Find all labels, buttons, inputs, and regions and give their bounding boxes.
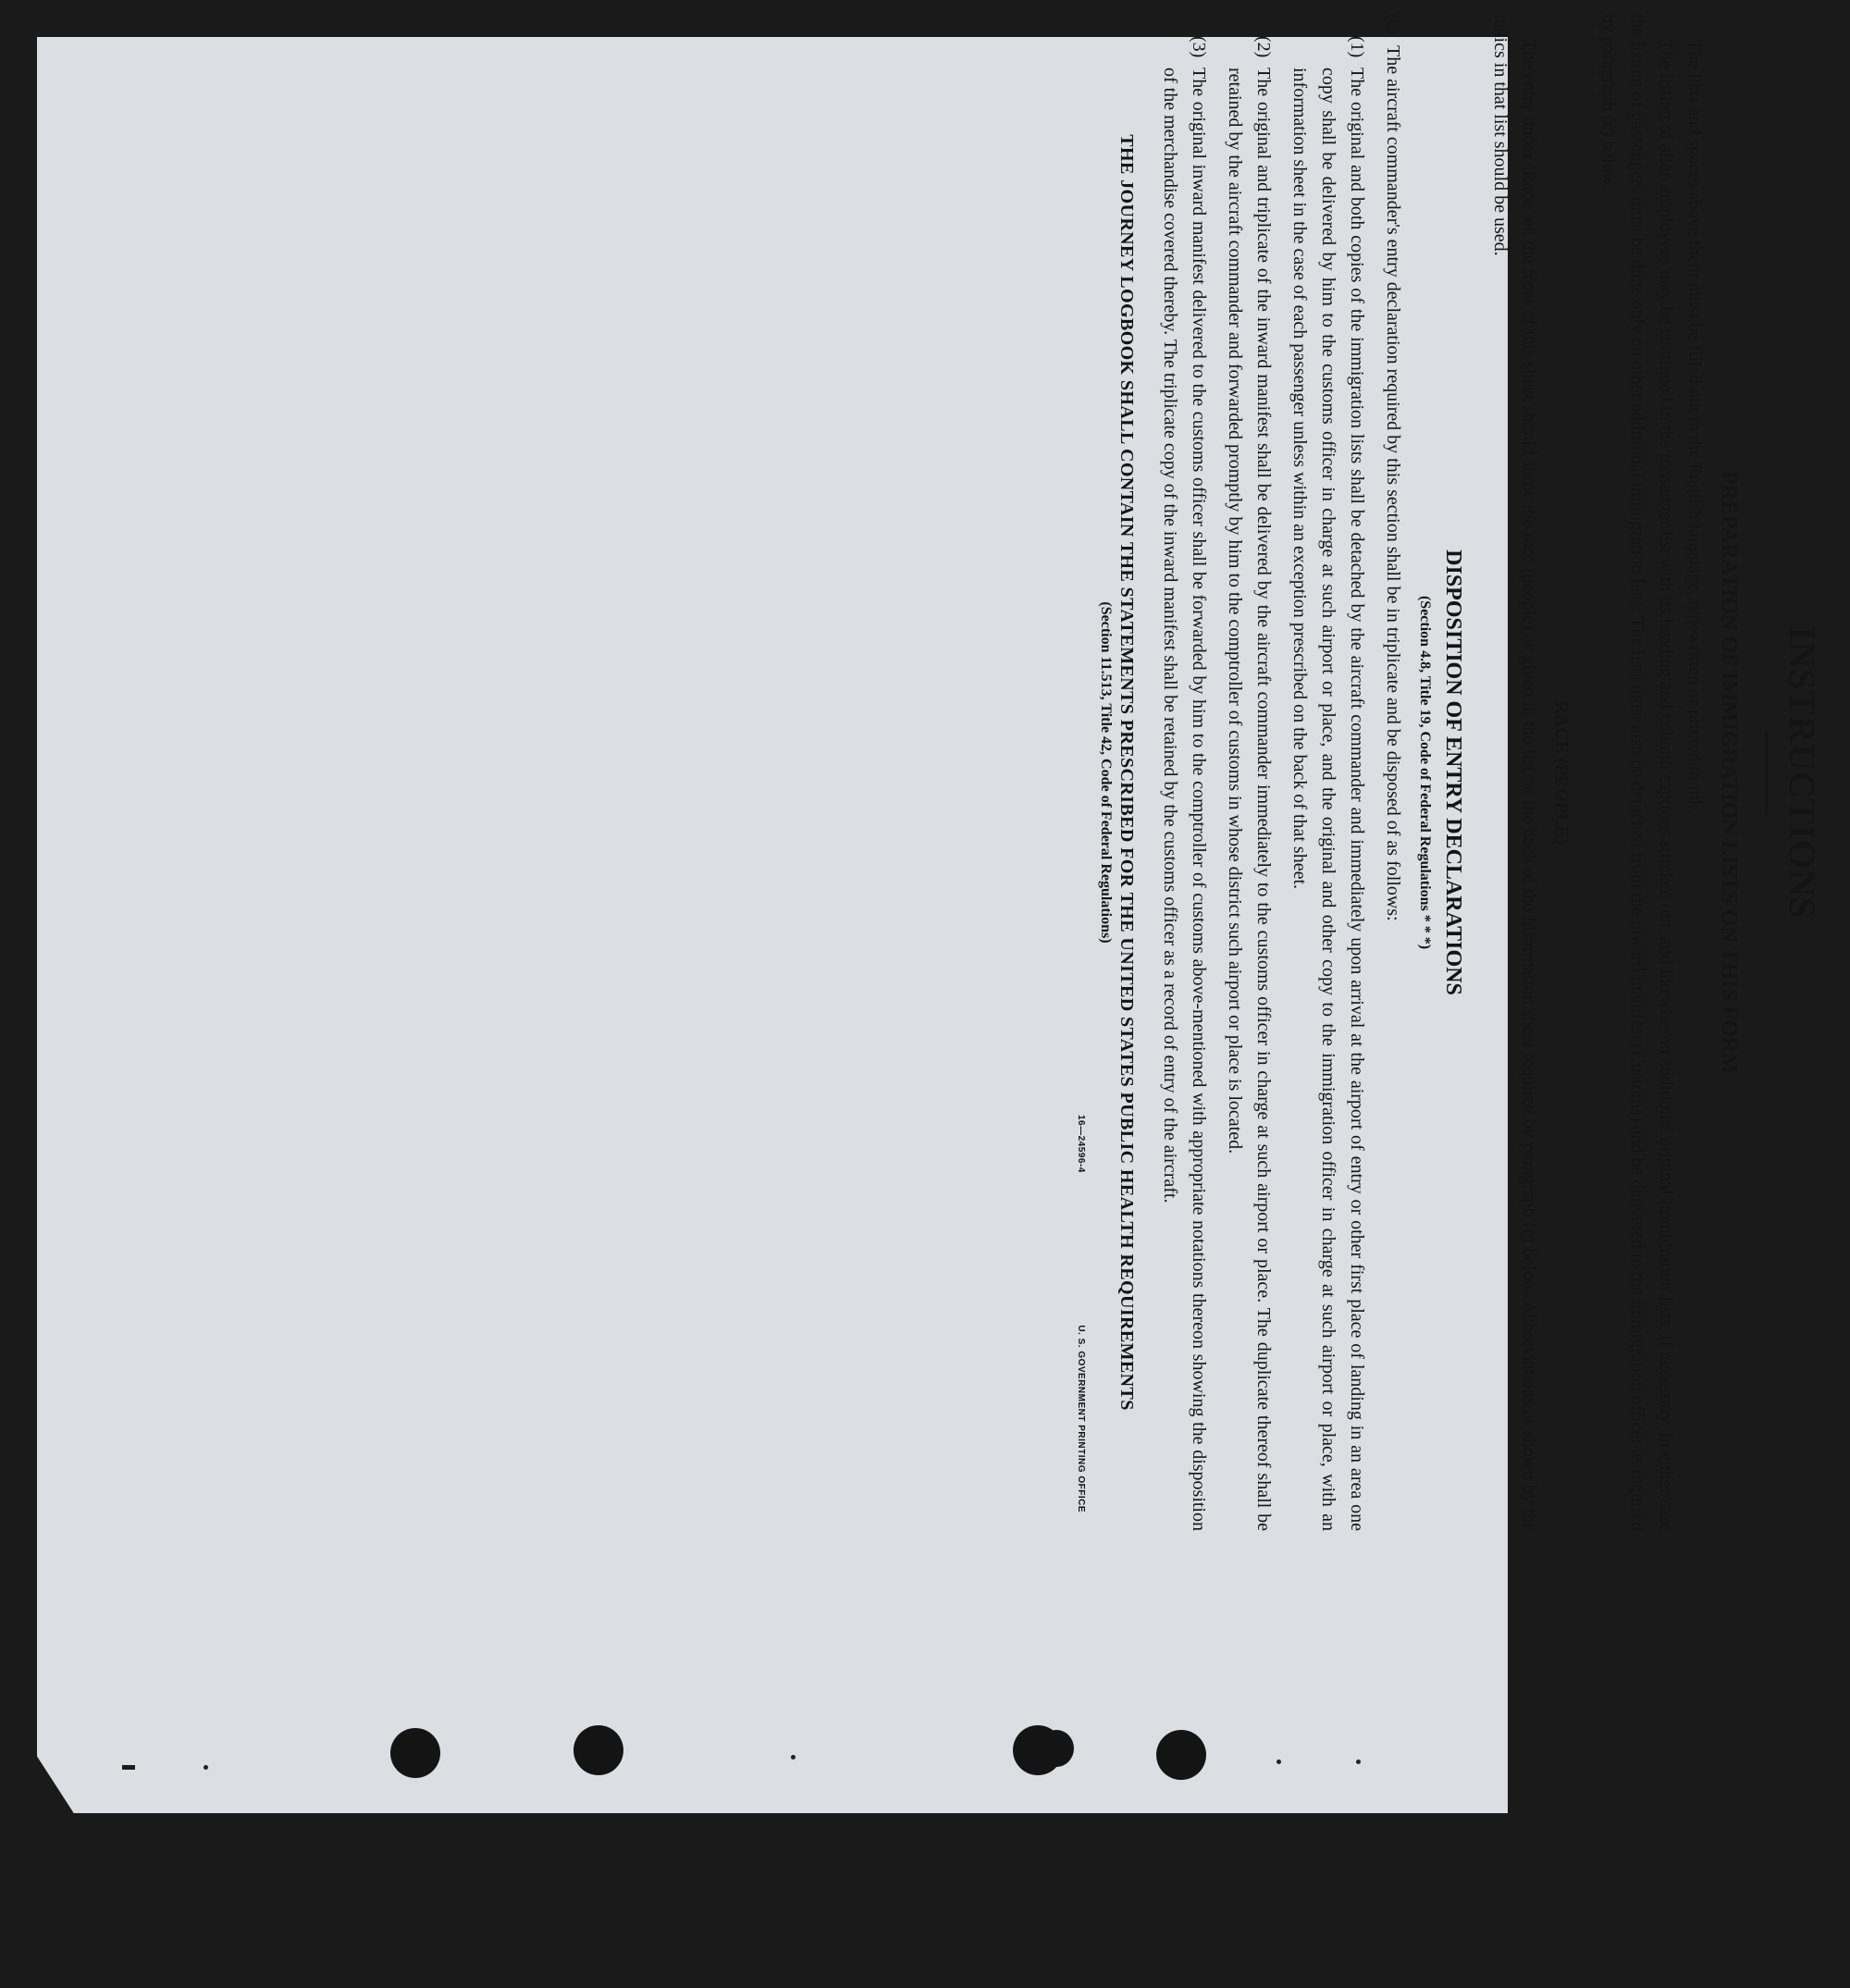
speck (791, 1755, 796, 1760)
item-number: (1) (1347, 36, 1367, 58)
item-text: The original and both copies of the immigration lists shall be detached by the aircraft commander and immediately upon arrival at the airport of entry or other first place of landing in an area one copy shall be delivered by him to the customs officer in charge at such airport or place, and the original and other copy to the immigration officer in charge at such airport or place, with an information sheet in the case of each passenger unless within an exception prescribed on the back of that sheet. (1289, 68, 1367, 1531)
list-item-2 (1220, 36, 1277, 1531)
item-text: The aircraft commander's entry declaration required by this section shall be in triplicate and be disposed of as follows: (1383, 45, 1403, 921)
paragraph-race: The entry under ‘Race’ on the front of this sheet should show the race (people) as given in the list on the back of the information sheet required by paragraph (c) below. Abbreviations as shown by the italics in that list should be used. (1490, 14, 1539, 1531)
paragraph-preparation-1: The lists and spaces above them must be filled out in the English language, typewritten or printed in ink. (1684, 40, 1705, 814)
section-heading-preparation: PREPARATION OF IMMIGRATION LISTS ON THIS FORM (1717, 470, 1741, 1075)
punch-hole (1156, 1730, 1206, 1780)
list-item-1 (1285, 36, 1371, 1531)
speck (204, 1765, 208, 1770)
item-number: (3) (1189, 36, 1209, 58)
section-heading-race: RACE (PEOPLE) (1551, 700, 1572, 845)
health-requirements-statement: THE JOURNEY LOGBOOK SHALL CONTAIN THE STATEMENTS PRESCRIBED FOR THE UNITED STATES PUBLIC HEALTH REQUIREMENTS (1116, 134, 1137, 1411)
edge-mark (122, 1765, 135, 1770)
item-number: (c) (1383, 14, 1403, 35)
list-item-3 (1155, 36, 1213, 1531)
item-number: (2) (1253, 36, 1274, 58)
list-item-c (1378, 14, 1407, 1531)
rotated-instructions (731, 0, 1850, 1568)
section-heading-disposition: DISPOSITION OF ENTRY DECLARATIONS (1441, 549, 1465, 995)
punch-hole (390, 1728, 440, 1778)
item-text: The original and triplicate of the inward manifest shall be delivered by the aircraft commander immediately to the customs officer in charge at such airport or place. The duplicate thereof shall be retained by the aircraft commander and forwarded promptly by him to the comptroller of customs in whose district such airport or place is located. (1225, 68, 1274, 1531)
printer-imprint: U. S. GOVERNMENT PRINTING OFFICE (1076, 1325, 1086, 1513)
speck (1276, 1760, 1281, 1764)
punch-hole (574, 1725, 623, 1775)
citation-disposition: (Section 4.8, Title 19, Code of Federal Regulations * * *) (1417, 595, 1433, 950)
speck (1356, 1760, 1361, 1764)
footer (1076, 1115, 1086, 1513)
title-underline (1765, 731, 1768, 814)
page-title: INSTRUCTIONS (1782, 625, 1823, 920)
punch-hole (1039, 1730, 1074, 1767)
form-number: 16—24596-4 (1076, 1115, 1086, 1173)
health-requirements-citation: (Section 11.513, Title 42, Code of Federal Regulations) (1098, 601, 1114, 944)
item-text: The original inward manifest delivered to the customs officer shall be forwarded by him to the comptroller of customs above-mentioned with appropriate notations thereon showing the disposition of the merchandise covered thereby. The triplicate copy of the inward manifest shall be retained by the customs officer as a record of entry of the aircraft. (1160, 68, 1209, 1531)
paragraph-preparation-2: The listing of alien employees may be continued in the passenger list with its heading and column captions stricken out, and likewise on additional original immigration lists, if necessary. In either case the listing of passengers must be done only on other additional immigration lists. The lists must also be detached from the inward manifest (Customs) and be delivered to the immigration officer as required by paragraph (c) below. (1598, 14, 1676, 1531)
